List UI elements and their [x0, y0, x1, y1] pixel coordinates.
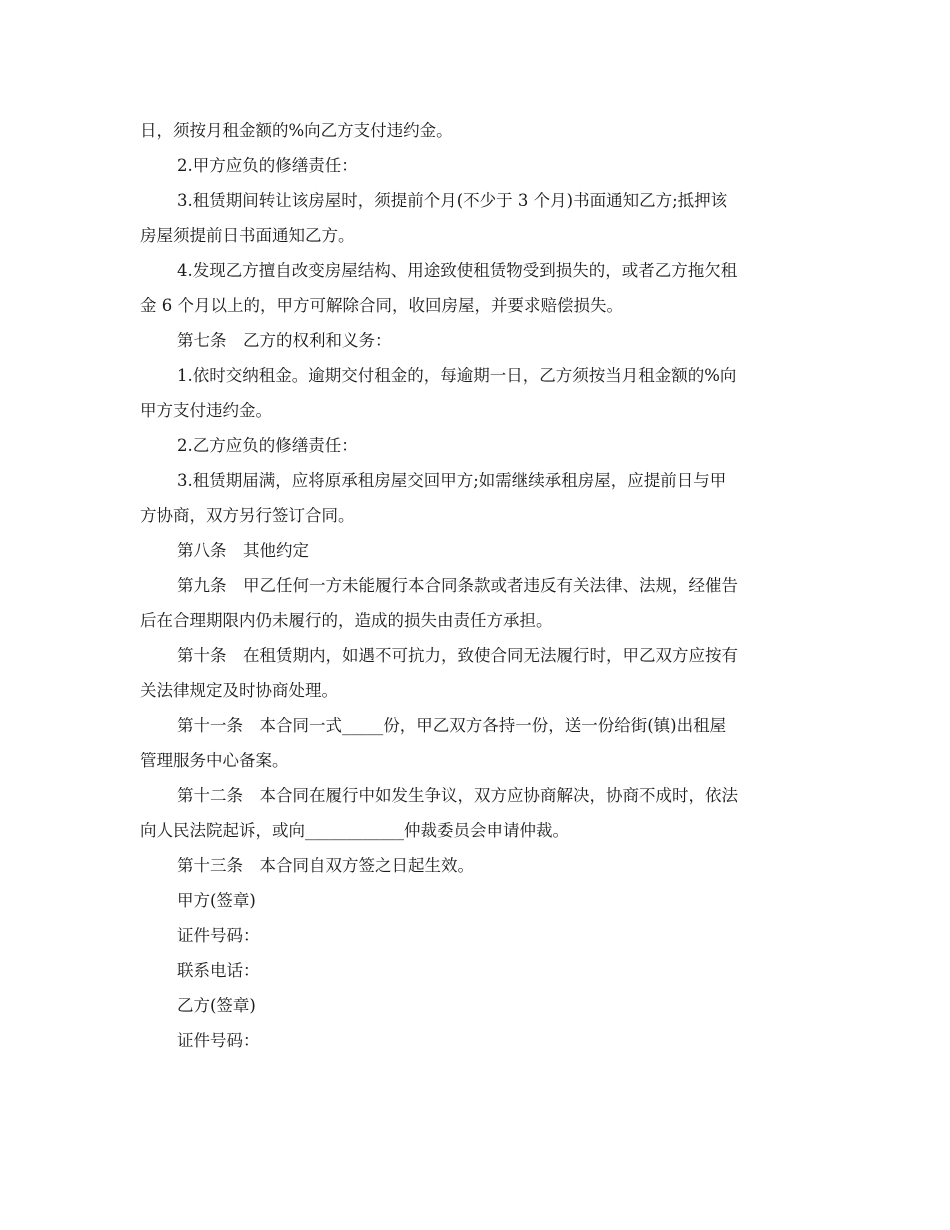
text-line: 证件号码：: [177, 1031, 260, 1050]
text-line: 方协商，双方另行签订合同。: [140, 506, 355, 525]
text-line: 甲方(签章): [177, 891, 256, 910]
text-line: 管理服务中心备案。: [140, 751, 289, 770]
text-line: 联系电话：: [177, 961, 260, 980]
text-line: 向人民法院起诉，或向____________仲裁委员会申请仲裁。: [140, 821, 569, 840]
text-line: 房屋须提前日书面通知乙方。: [140, 226, 355, 245]
text-line: 日，须按月租金额的%向乙方支付违约金。: [140, 121, 453, 140]
text-line: 第十一条 本合同一式_____份，甲乙双方各持一份，送一份给街(镇)出租屋: [177, 716, 727, 735]
text-line: 后在合理期限内仍未履行的，造成的损失由责任方承担。: [140, 611, 553, 630]
document-body: [140, 117, 814, 1055]
text-line: 甲方支付违约金。: [140, 401, 272, 420]
text-line: 第十条 在租赁期内，如遇不可抗力，致使合同无法履行时，甲乙双方应按有: [177, 646, 738, 665]
text-line: 2.乙方应负的修缮责任：: [177, 436, 358, 455]
text-line: 2.甲方应负的修缮责任：: [177, 156, 358, 175]
text-line: 1.依时交纳租金。逾期交付租金的，每逾期一日，乙方须按当月租金额的%向: [177, 366, 737, 385]
text-line: 金 6 个月以上的，甲方可解除合同，收回房屋，并要求赔偿损失。: [140, 296, 623, 315]
text-line: 关法律规定及时协商处理。: [140, 681, 338, 700]
text-line: 3.租赁期间转让该房屋时，须提前个月(不少于 3 个月)书面通知乙方;抵押该: [177, 191, 728, 210]
text-line: 第十三条 本合同自双方签之日起生效。: [177, 856, 474, 875]
text-line: 证件号码：: [177, 926, 260, 945]
text-line: 第七条 乙方的权利和义务：: [177, 331, 392, 350]
text-line: 3.租赁期届满，应将原承租房屋交回甲方;如需继续承租房屋，应提前日与甲: [177, 471, 727, 490]
text-line: 第十二条 本合同在履行中如发生争议，双方应协商解决，协商不成时，依法: [177, 786, 738, 805]
text-line: 第八条 其他约定: [177, 541, 309, 560]
text-line: 4.发现乙方擅自改变房屋结构、用途致使租赁物受到损失的，或者乙方拖欠租: [177, 261, 738, 280]
text-line: 第九条 甲乙任何一方未能履行本合同条款或者违反有关法律、法规，经催告: [177, 576, 738, 595]
text-line: 乙方(签章): [177, 996, 256, 1015]
